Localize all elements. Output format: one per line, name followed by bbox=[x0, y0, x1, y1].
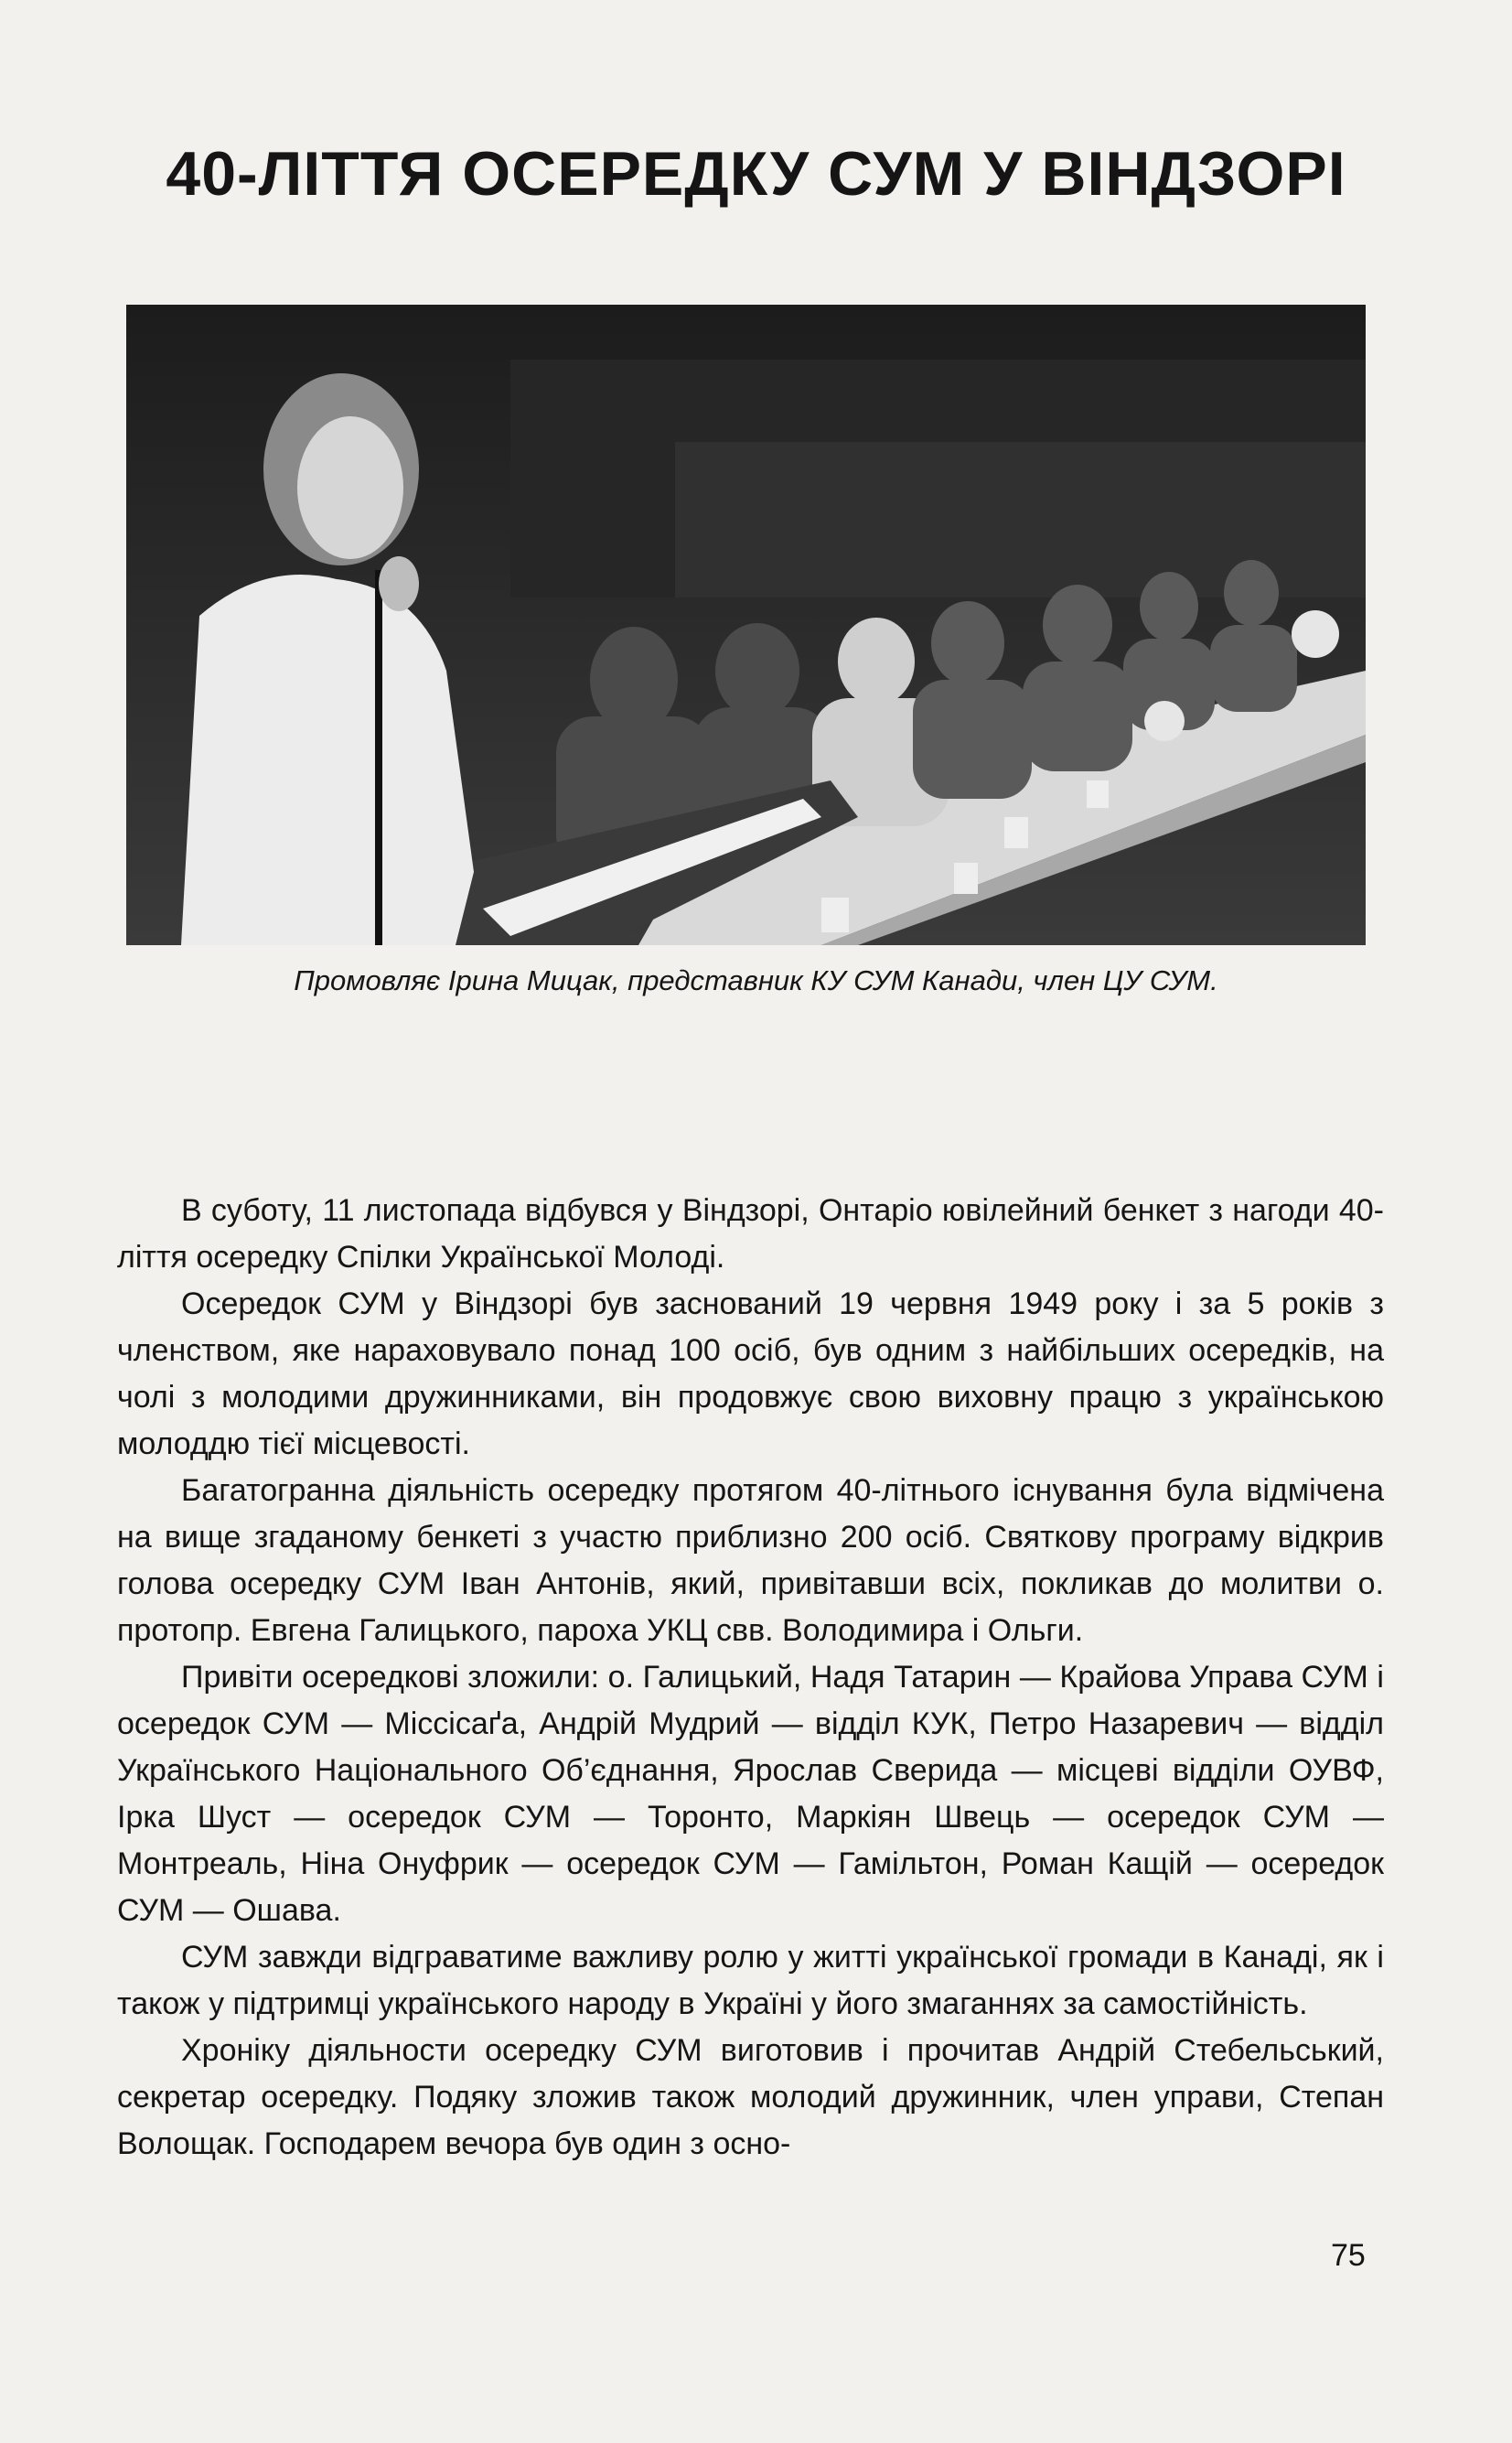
article-paragraph: Привіти осередкові зложили: о. Галицький, Надя Татарин — Крайова Управа СУМ і осередок СУМ — Міссісаґа, Андрій Мудрий — відділ КУК, Петро Назаревич — відділ Українського Національного Об’єднання, Ярослав Сверида — місцеві відділи ОУВФ, Ірка Шуст — осередок СУМ — Торонто, Маркіян Швець — осередок СУМ — Монтреаль, Ніна Онуфрик — осередок СУМ — Гамільтон, Роман Кащій — осередок СУМ — Ошава. bbox=[117, 1660, 1384, 1928]
article-paragraph: Осередок СУМ у Віндзорі був заснований 19 червня 1949 року і за 5 років з членством, яке нараховувало понад 100 осіб, був одним з найбільших осередків, на чолі з молодими дружинниками, він продовжує свою виховну працю з українською молоддю тієї місцевості. bbox=[117, 1286, 1384, 1461]
article-paragraph: Хроніку діяльности осередку СУМ виготовив і прочитав Андрій Стебельський, секретар осередку. Подяку зложив також молодий дружинник, член управи, Степан Волощак. Господарем вечора був один з осно- bbox=[117, 2033, 1384, 2161]
article-paragraph: СУМ завжди відграватиме важливу ролю у житті української громади в Канаді, як і також у підтримці українського народу в Україні у його змаганнях за самостійність. bbox=[117, 1940, 1384, 2021]
page-title: 40-ЛІТТЯ ОСЕРЕДКУ СУМ У ВІНДЗОРІ bbox=[166, 139, 1346, 209]
page-number: 75 bbox=[1331, 2238, 1366, 2273]
banquet-photo bbox=[126, 305, 1366, 945]
article-body bbox=[117, 1188, 1384, 2168]
photo-caption: Промовляє Ірина Мицак, представник КУ СУМ Канади, член ЦУ СУМ. bbox=[294, 964, 1218, 996]
article-paragraph: Багатогранна діяльність осередку протягом 40-літнього існування була відмічена на вище згаданому бенкеті з участю приблизно 200 осіб. Святкову програму відкрив голова осередку СУМ Іван Антонів, який, привітавши всіх, покликав до молитви о. протопр. Евгена Галицького, пароха УКЦ свв. Володимира і Ольги. bbox=[117, 1473, 1384, 1648]
article-paragraph: В суботу, 11 листопада відбувся у Віндзорі, Онтаріо ювілейний бенкет з нагоди 40-ліття осередку Спілки Української Молоді. bbox=[117, 1193, 1384, 1275]
